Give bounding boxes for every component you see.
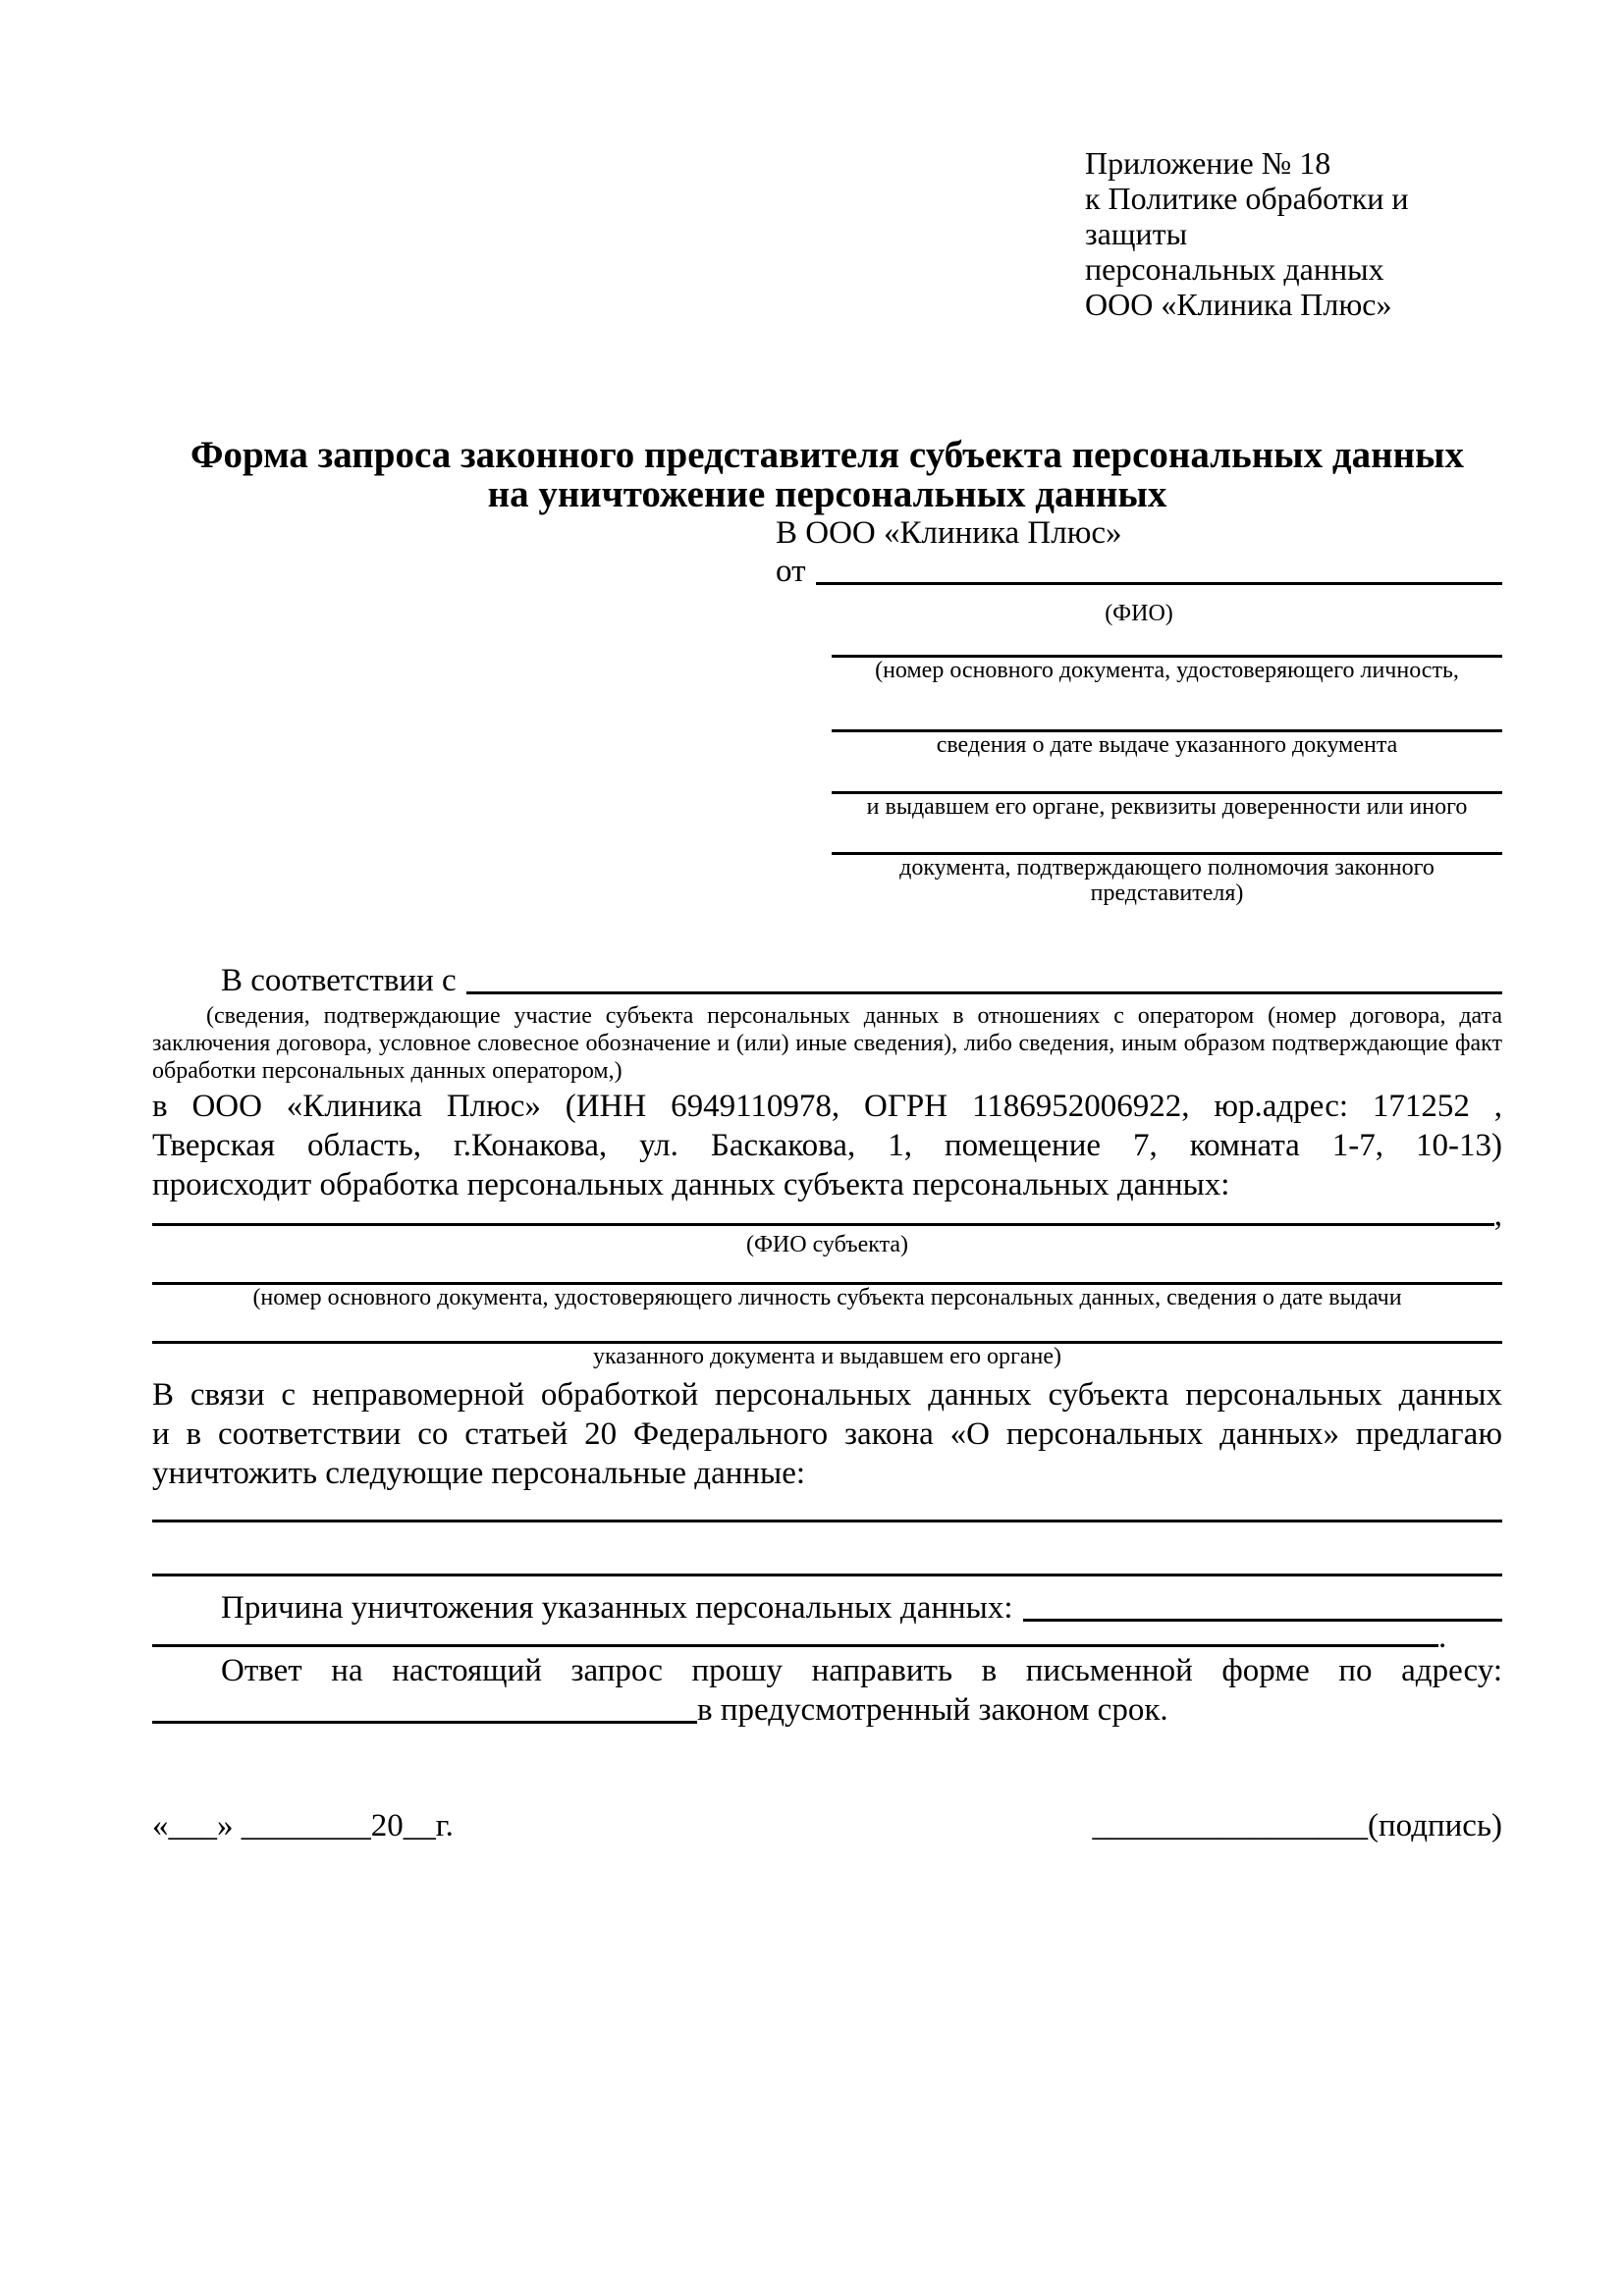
destroy-request-line: и в соответствии со статьей 20 Федерального закона «О персональных данных» предлагаю — [152, 1416, 1502, 1452]
representative-doc-lines — [832, 626, 1502, 906]
fill-line-doc-issuer — [832, 758, 1502, 794]
form-title-line: на уничтожение персональных данных — [487, 473, 1167, 515]
fill-line-doc-issue-date — [832, 683, 1502, 732]
answer-request-line: Ответ на настоящий запрос прошу направить в письменной форме по адресу: — [221, 1653, 1502, 1688]
caption-doc-number: (номер основного документа, удостоверяющего личность, — [875, 658, 1459, 683]
caption-fio: (ФИО) — [1105, 601, 1173, 626]
date-line: «___» ________20__г. — [152, 1808, 454, 1843]
appendix-header-line: к Политике обработки и защиты — [1085, 181, 1409, 251]
fill-line-doc-number — [832, 626, 1502, 658]
fill-line-subject-fio — [152, 1201, 1494, 1226]
operator-paragraph — [152, 1087, 1502, 1204]
destroy-request-paragraph — [152, 1375, 1502, 1493]
caption-subject-doc-issuer: указанного документа и выдавшем его органе) — [592, 1344, 1062, 1369]
caption-authority-doc: документа, подтверждающего полномочия законного представителя) — [899, 855, 1435, 906]
fill-line-subject-doc-issuer — [152, 1310, 1502, 1344]
operator-paragraph-line: в ООО «Клиника Плюс» (ИНН 6949110978, ОГРН 1186952006922, юр.адрес: 171252 , — [152, 1089, 1502, 1124]
accordance-row — [152, 961, 1502, 1000]
reason-row — [152, 1588, 1502, 1628]
destroy-request-line: В связи с неправомерной обработкой персональных данных субъекта персональных данных — [152, 1377, 1502, 1413]
subject-fio-comma: , — [1493, 1198, 1502, 1233]
appendix-header — [1085, 0, 1502, 322]
fill-line-reason — [1023, 1588, 1502, 1622]
from-label: от — [776, 554, 806, 589]
fill-line-from-name — [816, 552, 1503, 585]
answer-address-row — [152, 1690, 1502, 1730]
caption-doc-issue-date: сведения о дате выдаче указанного документа — [936, 732, 1398, 758]
fill-line-subject-doc — [152, 1257, 1502, 1285]
reason-period: . — [1438, 1620, 1447, 1655]
operator-paragraph-line: Тверская область, г.Конакова, ул. Баскакова, 1, помещение 7, комната 1-7, 10-13) — [152, 1128, 1502, 1163]
appendix-header-line: ООО «Клиника Плюс» — [1085, 287, 1392, 322]
answer-tail: в предусмотренный законом срок. — [697, 1692, 1168, 1728]
reason-label: Причина уничтожения указанных персональных данных: — [221, 1590, 1013, 1626]
form-title — [152, 436, 1502, 514]
caption-doc-issuer: и выдавшем его органе, реквизиты доверенности или иного — [866, 794, 1468, 820]
appendix-header-line: Приложение № 18 — [1085, 145, 1331, 181]
fill-line-data-to-destroy-2 — [152, 1522, 1502, 1576]
form-title-line: Форма запроса законного представителя субъекта персональных данных — [189, 434, 1465, 476]
accordance-lead: В соответствии с — [221, 963, 457, 998]
accordance-note — [152, 1002, 1502, 1085]
fill-line-authority-doc — [832, 820, 1502, 855]
fill-line-answer-address — [152, 1690, 697, 1724]
destroy-request-line: уничтожить следующие персональные данные: — [152, 1456, 806, 1491]
caption-subject-fio: (ФИО субъекта) — [745, 1232, 909, 1257]
subject-fio-row — [152, 1198, 1502, 1233]
caption-subject-doc: (номер основного документа, удостоверяющего личность субъекта персональных данных, сведения о дате выдачи — [252, 1285, 1402, 1310]
accordance-note-line: обработки персональных данных оператором,) — [152, 1058, 623, 1084]
addressee-to: В ООО «Клиника Плюс» — [776, 515, 1122, 551]
footer-row — [152, 1806, 1502, 1845]
accordance-note-line: заключения договора, условное словесное обозначение и (или) иные сведения), либо сведения, иным образом подтверждающие факт — [152, 1031, 1502, 1056]
signature-line: _________________(подпись) — [1092, 1808, 1502, 1843]
accordance-note-line: (сведения, подтверждающие участие субъекта персональных данных в отношениях с оператором (номер договора, дата — [206, 1003, 1502, 1029]
addressee-block — [776, 514, 1502, 906]
reason-continuation-row — [152, 1620, 1502, 1655]
fill-line-reason-continuation — [152, 1625, 1438, 1647]
appendix-header-line: персональных данных — [1085, 251, 1384, 287]
from-row — [776, 552, 1502, 591]
fill-line-accordance — [466, 961, 1502, 994]
operator-paragraph-line: происходит обработка персональных данных субъекта персональных данных: — [152, 1167, 1230, 1202]
fill-line-data-to-destroy-1 — [152, 1493, 1502, 1522]
